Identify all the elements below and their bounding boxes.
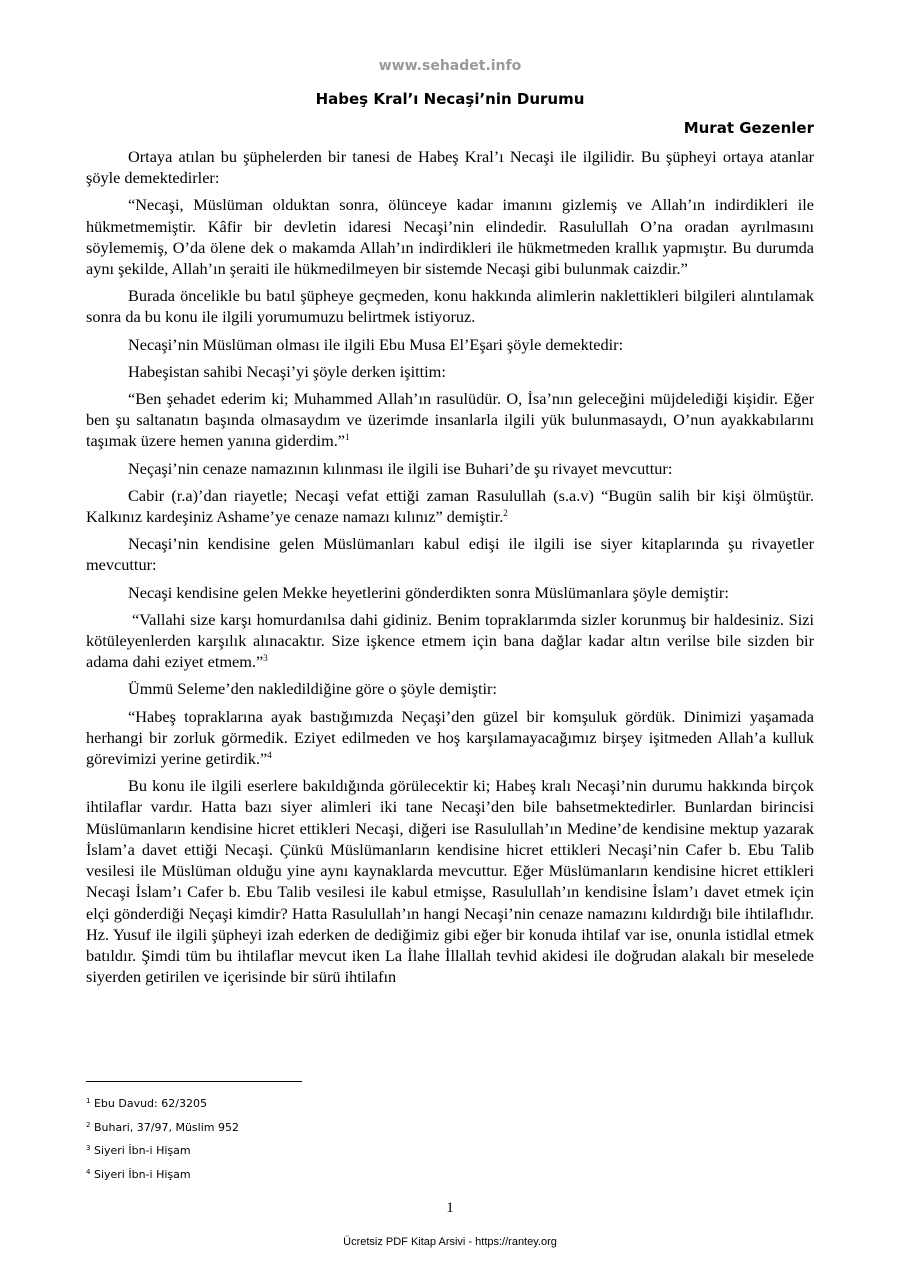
paragraph xyxy=(86,582,814,603)
footnote xyxy=(86,1168,239,1192)
paragraph xyxy=(86,533,814,575)
paragraph xyxy=(86,388,814,452)
footnotes xyxy=(86,1097,239,1191)
footnote-text: Buhari, 37/97, Müslim 952 xyxy=(93,1120,239,1134)
paragraph xyxy=(86,485,814,527)
footnote-number: 3 xyxy=(86,1144,91,1152)
site-url: www.sehadet.info xyxy=(378,58,522,74)
paragraph-text: Cabir (r.a)’dan riayetle; Necaşi vefat ettiği zaman Rasulullah (s.a.v) “Bugün salih bir kişi ölmüştür. Kalkınız kardeşiniz Ashame’ye cenaze namazı kılınız” demiştir. xyxy=(86,485,814,527)
footnote-ref[interactable]: 1 xyxy=(345,432,350,443)
footnote xyxy=(86,1097,239,1121)
paragraph xyxy=(86,678,814,699)
paragraph-text: Necaşi’nin Müslüman olması ile ilgili Ebu Musa El’Eşari şöyle demektedir: xyxy=(128,334,624,354)
footnote-number: 2 xyxy=(86,1120,91,1129)
paragraph-text: Necaşi kendisine gelen Mekke heyetlerini gönderdikten sonra Müslümanlara şöyle demiştir: xyxy=(128,582,729,602)
footer-text: Ücretsiz PDF Kitap Arsivi - https://rantey.org xyxy=(343,1236,557,1248)
paragraph-text: Ortaya atılan bu şüphelerden bir tanesi de Habeş Kral’ı Necaşi ile ilgilidir. Bu şüpheyi ortaya atanlar şöyle demektedirler: xyxy=(86,147,814,188)
footnote-ref[interactable]: 2 xyxy=(503,508,508,519)
paragraph-text: “Habeş topraklarına ayak bastığımızda Neçaşi’den güzel bir komşuluk gördük. Dinimizi yaşamada herhangi bir zorluk görmedik. Eziyet edilmeden ve hoş karşılamayacağımız birşey işitmeden Allah’a kulluk görevimizi yerine getirdik.” xyxy=(86,706,814,769)
paragraph-text: Bu konu ile ilgili eserlere bakıldığında görülecektir ki; Habeş kralı Necaşi’nin durumu hakkında birçok ihtilaflar vardır. Hatta bazı siyer alimleri iki tane Necaşi’den bile bahsetmektedirler. Bunlardan birincisi Müslümanların kendisine hicret ettikleri Necaşi, diğeri ise Rasulullah’ın Medine’de kendisine mektup yazarak İslam’a davet ettiği Necaşi. Çünkü Müslümanların kendisine hicret ettikleri Necaşi’nin Cafer b. Ebu Talib vesilesi ile Müslüman olduğu yine aynı kaynaklarda mevcuttur. Eğer Müslümanların kendisine hicret ettikleri Necaşi İslam’ı Cafer b. Ebu Talib vesilesi ile kabul etmişse, Rasulullah’ın kendisine İslam’ı davet etmek için elçi gönderdiği Neçaşi kimdir? Hatta Rasulullah’ın hangi Necaşi’nin cenaze namazını kıldırdığı bile ihtilaflıdır. Hz. Yusuf ile ilgili şüpheyi izah ederken de dediğimiz gibi eğer bir konuda ihtilaf var ise, onunla istidlal etmek batıldır. Şimdi tüm bu ihtilaflar mevcut iken La İlahe İllallah tevhid akidesi ile doğrudan alakalı bir meselede siyerden getirilen ve içerisinde bir sürü ihtilafın xyxy=(86,776,814,987)
author-name: Murat Gezenler xyxy=(683,119,814,137)
footnote-text: Siyeri İbn-i Hişam xyxy=(93,1167,191,1181)
paragraph-text: “Ben şehadet ederim ki; Muhammed Allah’ın rasulüdür. O, İsa’nın geleceğini müjdelediği kişidir. Eğer ben şu saltanatın başında olmasaydım ve üzerimde insanlarla ilgili yük bulunmasaydı, O’nun ayakkabılarını taşımak üzere hemen yanına giderdim.” xyxy=(86,389,814,451)
footnote-number: 1 xyxy=(86,1097,91,1105)
paragraph-text: Neçaşi’nin cenaze namazının kılınması ile ilgili ise Buhari’de şu rivayet mevcuttur: xyxy=(128,458,673,478)
paragraph xyxy=(86,361,814,382)
footnote xyxy=(86,1144,239,1168)
footnote-text: Ebu Davud: 62/3205 xyxy=(93,1097,207,1110)
footnote-ref[interactable]: 4 xyxy=(267,750,272,761)
paragraph xyxy=(86,194,814,279)
page-title: Habeş Kral’ı Necaşi’nin Durumu xyxy=(315,90,585,108)
footnote-divider xyxy=(86,1081,302,1082)
paragraph-text: Ümmü Seleme’den nakledildiğine göre o şöyle demiştir: xyxy=(128,679,497,699)
page-number: 1 xyxy=(446,1200,454,1216)
paragraph-text: Burada öncelikle bu batıl şüpheye geçmeden, konu hakkında alimlerin naklettikleri bilgileri alıntılamak sonra da bu konu ile ilgili yorumumuzu belirtmek istiyoruz. xyxy=(86,286,814,327)
paragraph-text: “Vallahi size karşı homurdanılsa dahi gidiniz. Benim topraklarımda sizler korunmuş bir haldesiniz. Sizi kötüleyenlerden karşılık alınacaktır. Size işkence etmem için bana dağlar kadar altın verilse bile sizden bir adama dahi eziyet etmem.” xyxy=(86,609,814,672)
paragraph xyxy=(86,609,814,673)
footnote-text: Siyeri İbn-i Hişam xyxy=(93,1144,191,1157)
paragraph-text: “Necaşi, Müslüman olduktan sonra, ölünceye kadar imanını gizlemiş ve Allah’ın indirdikleri ile hükmetmemiştir. Kâfir bir devletin idaresi Necaşi’nin elindedir. Rasulullah O’na oradan ayrılmasını söylememiş, O’da ölene dek o makamda Allah’ın indirdikleri ile hükmetmeden krallık yapmıştır. Bu durumda aynı şekilde, Allah’ın şeraiti ile hükmedilmeyen bir sistemde Necaşi gibi bulunmak caizdir.” xyxy=(86,195,814,279)
paragraph xyxy=(86,458,814,479)
footnote-ref[interactable]: 3 xyxy=(263,653,268,664)
paragraph-text: Habeşistan sahibi Necaşi’yi şöyle derken işittim: xyxy=(128,361,446,381)
footnote-number: 4 xyxy=(86,1167,91,1176)
paragraph xyxy=(86,285,814,327)
paragraph-text: Necaşi’nin kendisine gelen Müslümanları kabul edişi ile ilgili ise siyer kitaplarında şu rivayetler mevcuttur: xyxy=(86,534,814,575)
footnote xyxy=(86,1121,239,1145)
document-body xyxy=(86,146,814,993)
paragraph xyxy=(86,775,814,987)
paragraph xyxy=(86,146,814,188)
paragraph xyxy=(86,334,814,355)
paragraph xyxy=(86,706,814,770)
